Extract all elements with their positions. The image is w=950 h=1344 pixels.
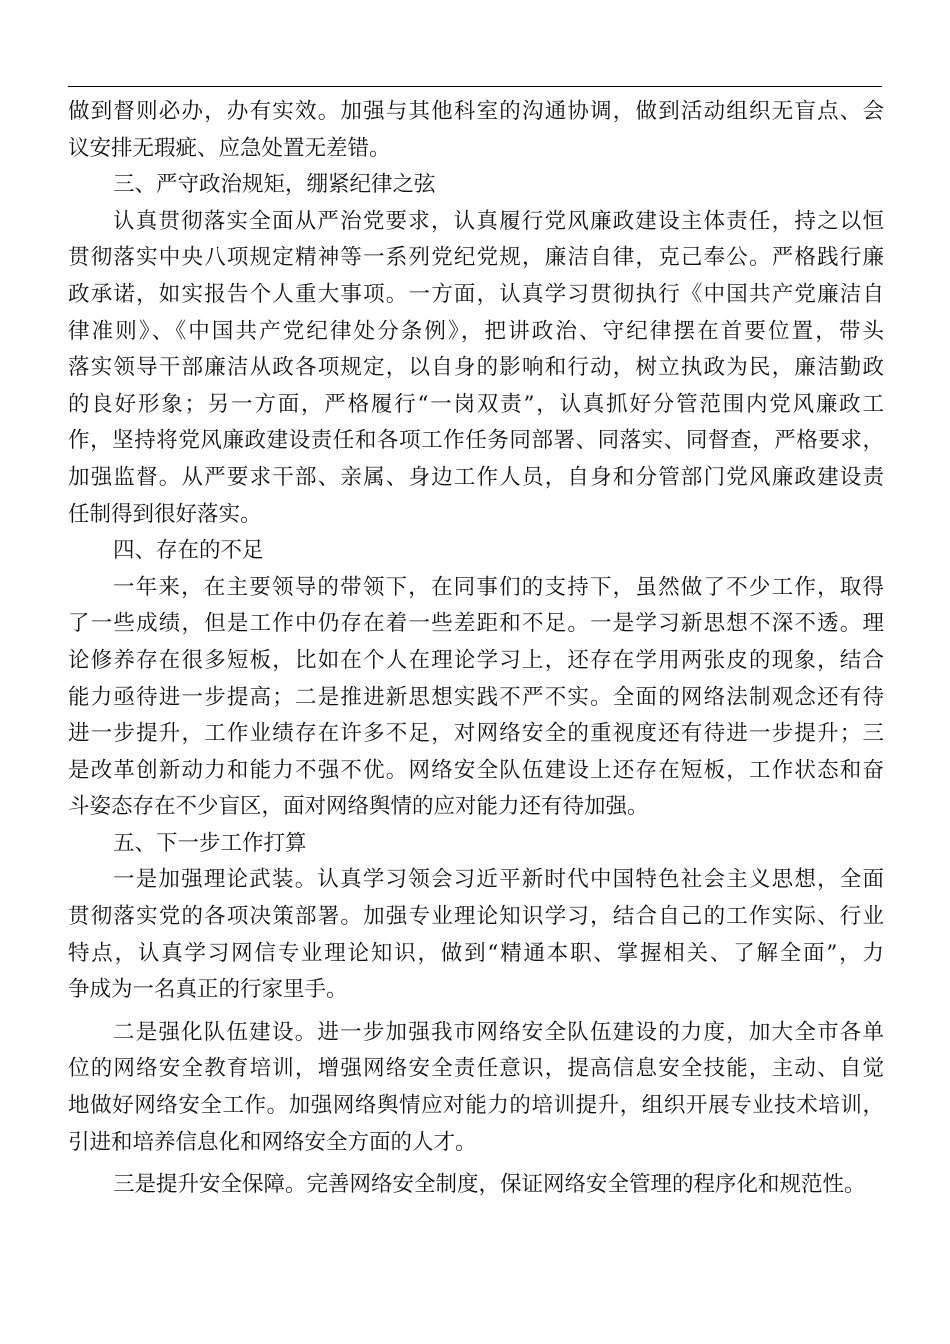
document-body <box>68 94 884 1204</box>
paragraph-theory <box>68 862 884 1008</box>
text-line: 斗姿态存在不少盲区，面对网络舆情的应对能力还有待加强。 <box>68 794 649 820</box>
paragraph-shortcomings <box>68 570 884 826</box>
section-heading-4 <box>68 533 884 570</box>
text-line: 律准则》、《中国共产党纪律处分条例》，把讲政治、守纪律摆在首要位置，带头 <box>68 318 884 344</box>
paragraph-team <box>68 1015 884 1161</box>
paragraph-continuation <box>68 94 884 167</box>
text-line: 了一些成绩，但是工作中仍存在着一些差距和不足。一是学习新思想不深不透。理 <box>68 611 884 637</box>
text-line: 认真贯彻落实全面从严治党要求，认真履行党风廉政建设主体责任，持之以恒 <box>113 208 884 234</box>
text-line: 政承诺，如实报告个人重大事项。一方面，认真学习贯彻执行《中国共产党廉洁自 <box>68 281 884 307</box>
text-line: 贯彻落实中央八项规定精神等一系列党纪党规，廉洁自律，克己奉公。严格践行廉 <box>68 245 884 271</box>
text-line: 论修养存在很多短板，比如在个人在理论学习上，还存在学用两张皮的现象，结合 <box>68 647 884 673</box>
paragraph-discipline <box>68 204 884 533</box>
section-heading-text: 四、存在的不足 <box>113 538 264 564</box>
text-line: 能力亟待进一步提高；二是推进新思想实践不严不实。全面的网络法制观念还有待 <box>68 684 884 710</box>
text-line: 是改革创新动力和能力不强不优。网络安全队伍建设上还存在短板，工作状态和奋 <box>68 757 884 783</box>
text-line: 加强监督。从严要求干部、亲属、身边工作人员，自身和分管部门党风廉政建设责 <box>68 464 884 490</box>
text-line: 做到督则必办，办有实效。加强与其他科室的沟通协调，做到活动组织无盲点、会 <box>68 99 884 124</box>
text-line: 落实领导干部廉洁从政各项规定，以自身的影响和行动，树立执政为民，廉洁勤政 <box>68 355 884 381</box>
text-line: 议安排无瑕疵、应急处置无差错。 <box>68 135 391 161</box>
text-line: 一是加强理论武装。认真学习领会习近平新时代中国特色社会主义思想，全面 <box>113 867 884 893</box>
text-line: 作，坚持将党风廉政建设责任和各项工作任务同部署、同落实、同督查，严格要求， <box>68 428 884 454</box>
text-line: 二是强化队伍建设。进一步加强我市网络安全队伍建设的力度，加大全市各单 <box>113 1019 884 1045</box>
text-line: 进一步提升，工作业绩存在许多不足，对网络安全的重视度还有待进一步提升；三 <box>68 721 884 747</box>
paragraph-security <box>68 1167 884 1204</box>
section-heading-text: 五、下一步工作打算 <box>113 830 307 856</box>
text-line: 一年来，在主要领导的带领下，在同事们的支持下，虽然做了不少工作，取得 <box>113 574 884 600</box>
text-line: 争成为一名真正的行家里手。 <box>68 977 348 1003</box>
section-heading-3 <box>68 167 884 204</box>
text-line: 引进和培养信息化和网络安全方面的人才。 <box>68 1129 477 1155</box>
text-line: 特点，认真学习网信专业理论知识，做到“精通本职、掌握相关、了解全面”，力 <box>68 940 884 966</box>
header-rule <box>68 86 882 87</box>
text-line: 位的网络安全教育培训，增强网络安全责任意识，提高信息安全技能，主动、自觉 <box>68 1056 884 1082</box>
text-line: 任制得到很好落实。 <box>68 501 262 527</box>
text-line: 的良好形象；另一方面，严格履行“一岗双责”，认真抓好分管范围内党风廉政工 <box>68 391 884 417</box>
text-line: 贯彻落实党的各项决策部署。加强专业理论知识学习，结合自己的工作实际、行业 <box>68 904 884 930</box>
text-line: 地做好网络安全工作。加强网络舆情应对能力的培训提升，组织开展专业技术培训， <box>68 1093 884 1119</box>
text-line: 三是提升安全保障。完善网络安全制度，保证网络安全管理的程序化和规范性。 <box>113 1172 866 1198</box>
section-heading-text: 三、严守政治规矩，绷紧纪律之弦 <box>113 172 436 198</box>
section-heading-5 <box>68 826 884 863</box>
